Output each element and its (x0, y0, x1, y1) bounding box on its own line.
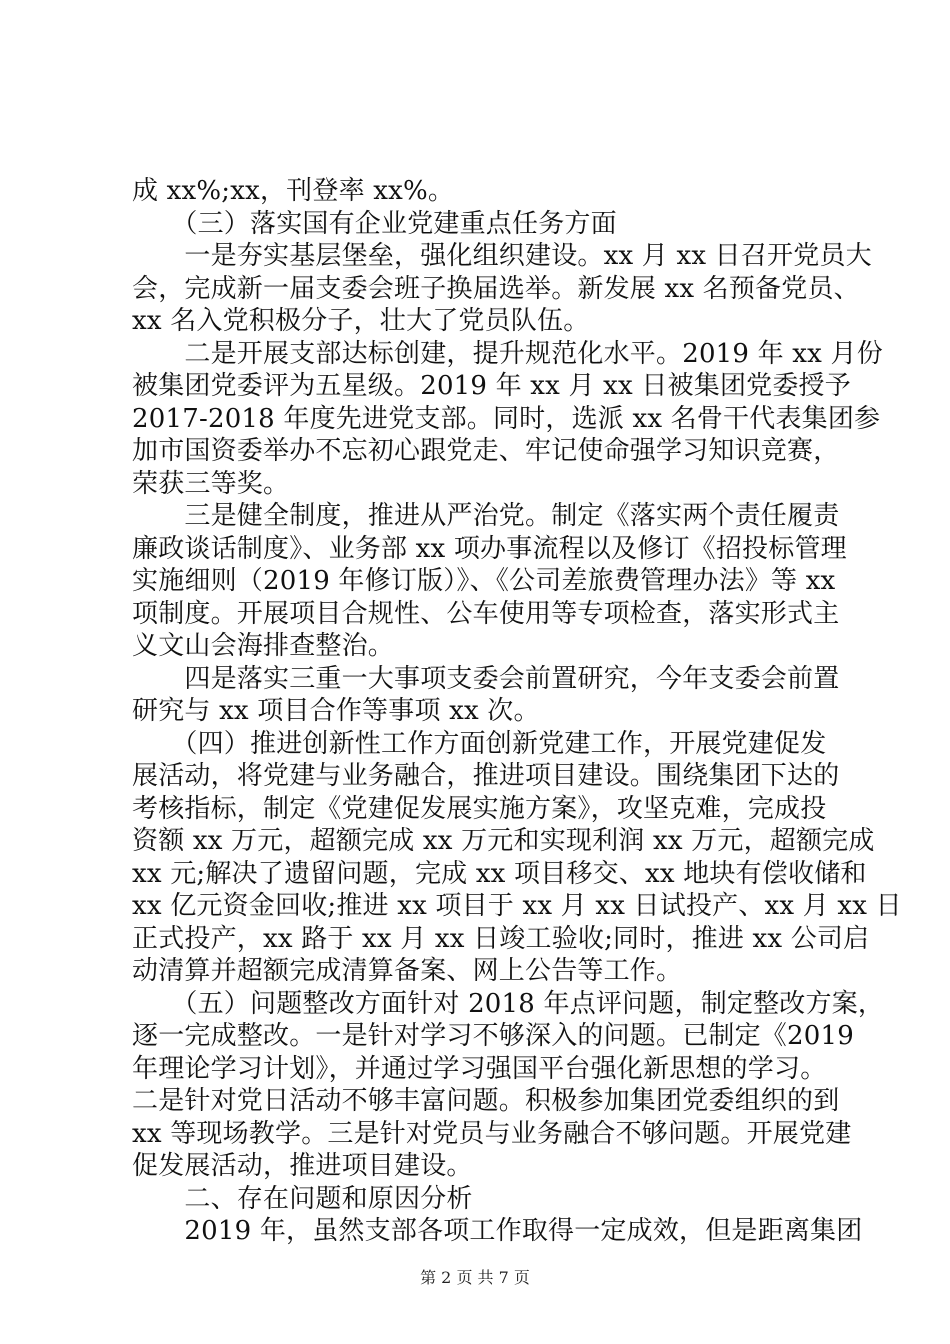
paragraph-line: 四是落实三重一大事项支委会前置研究，今年支委会前置 (132, 663, 840, 694)
paragraph-line: 正式投产，xx 路于 xx 月 xx 日竣工验收;同时，推进 xx 公司启 (132, 923, 870, 954)
paragraph-line: （三）落实国有企业党建重点任务方面 (132, 208, 617, 239)
paragraph-line: 二是针对党日活动不够丰富问题。积极参加集团党委组织的到 (132, 1086, 840, 1116)
paragraph-line: 展活动，将党建与业务融合，推进项目建设。围绕集团下达的 (132, 761, 840, 791)
paragraph-line: 2019 年，虽然支部各项工作取得一定成效，但是距离集团 (132, 1216, 863, 1246)
paragraph-line: 逐一完成整改。一是针对学习不够深入的问题。已制定《2019 (132, 1021, 854, 1051)
paragraph-line: 三是健全制度，推进从严治党。制定《落实两个责任履责 (132, 501, 840, 531)
paragraph-line: 2017-2018 年度先进党支部。同时，选派 xx 名骨干代表集团参 (132, 403, 881, 434)
page-footer: 第 2 页 共 7 页 (420, 1268, 530, 1287)
paragraph-line: xx 元;解决了遗留问题，完成 xx 项目移交、xx 地块有偿收储和 (132, 858, 867, 889)
paragraph-line: 考核指标，制定《党建促发展实施方案》，攻坚克难，完成投 (132, 793, 827, 824)
paragraph-line: 资额 xx 万元，超额完成 xx 万元和实现利润 xx 万元，超额完成 (132, 826, 875, 856)
paragraph-line: 被集团党委评为五星级。2019 年 xx 月 xx 日被集团党委授予 (132, 371, 851, 401)
paragraph-line: 研究与 xx 项目合作等事项 xx 次。 (132, 696, 540, 726)
paragraph-line: 会，完成新一届支委会班子换届选举。新发展 xx 名预备党员、 (132, 273, 860, 304)
paragraph-line: （五）问题整改方面针对 2018 年点评问题，制定整改方案， (132, 988, 885, 1019)
paragraph-line: 动清算并超额完成清算备案、网上公告等工作。 (132, 956, 683, 986)
paragraph-line: 二是开展支部达标创建，提升规范化水平。2019 年 xx 月份 (132, 338, 883, 369)
paragraph-line: （四）推进创新性工作方面创新党建工作，开展党建促发 (132, 728, 827, 759)
paragraph-line: 实施细则（2019 年修订版）》、《公司差旅费管理办法》等 xx (132, 566, 836, 596)
paragraph-line: 成 xx%;xx，刊登率 xx%。 (132, 176, 455, 206)
document-body (132, 175, 902, 1248)
paragraph-line: xx 等现场教学。三是针对党员与业务融合不够问题。开展党建 (132, 1118, 852, 1149)
paragraph-line: xx 名入党积极分子，壮大了党员队伍。 (132, 306, 590, 336)
paragraph-line: 项制度。开展项目合规性、公车使用等专项检查，落实形式主 (132, 598, 840, 629)
paragraph-line: 廉政谈话制度》、业务部 xx 项办事流程以及修订《招投标管理 (132, 533, 847, 564)
paragraph-line: 义文山会海排查整治。 (132, 631, 395, 661)
paragraph-line: 一是夯实基层堡垒，强化组织建设。xx 月 xx 日召开党员大 (132, 241, 872, 271)
paragraph-line: xx 亿元资金回收;推进 xx 项目于 xx 月 xx 日试投产、xx 月 xx 日 (132, 891, 902, 921)
paragraph-line: 加市国资委举办不忘初心跟党走、牢记使命强学习知识竞赛， (132, 436, 840, 466)
paragraph-line: 二、存在问题和原因分析 (132, 1183, 473, 1214)
paragraph-line: 荣获三等奖。 (132, 468, 290, 499)
paragraph-line: 年理论学习计划》，并通过学习强国平台强化新思想的学习。 (132, 1053, 827, 1084)
paragraph-line: 促发展活动，推进项目建设。 (132, 1151, 473, 1181)
